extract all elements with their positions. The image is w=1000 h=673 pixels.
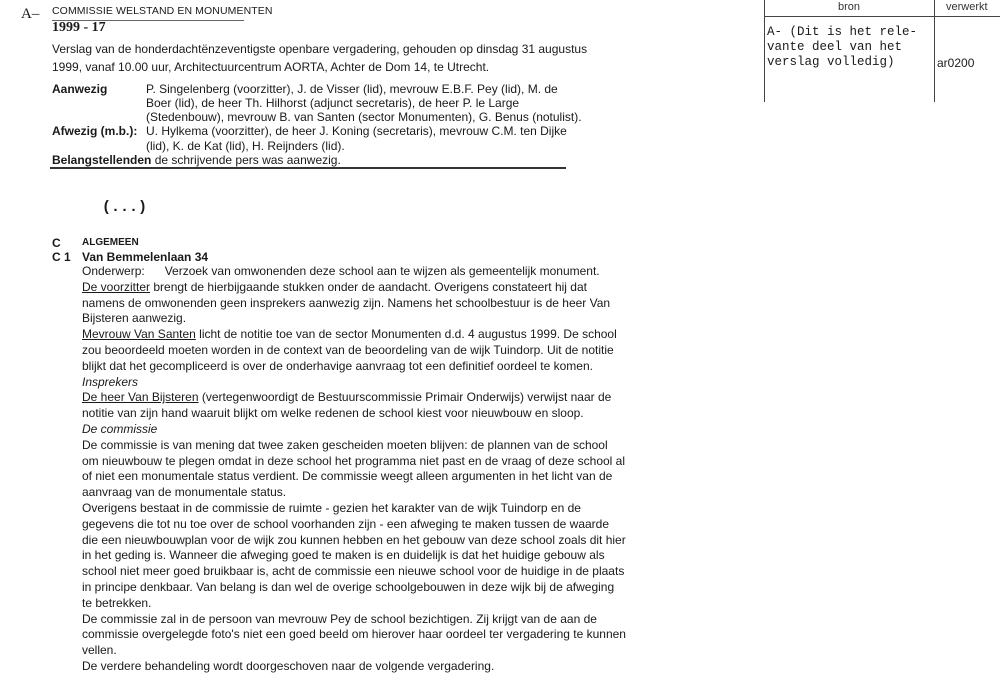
document-marker: A– <box>21 6 40 22</box>
line-text: De commissie is van mening dat twee zaken gescheiden moeten blijven: de plannen van de school <box>82 437 608 452</box>
item-number: C 1 <box>52 250 71 264</box>
line-text: namens de omwonenden geen insprekers aanwezig zijn. Namens het schoolbestuur is de heer Van <box>82 295 611 310</box>
speaker-name: De voorzitter <box>82 279 151 294</box>
line-text: notitie van zijn hand waaruit blijkt om welke redenen de school kiest voor nieuwbouw en sloop. <box>82 406 584 421</box>
absent-line: (lid), K. de Kat (lid), H. Reijnders (lid). <box>146 139 345 153</box>
line-text: om nieuwbouw te plegen omdat in deze school het programma niet past en de vraag of deze school al <box>82 453 625 468</box>
column-header-source: bron <box>838 1 861 13</box>
line-text: Onderwerp: Verzoek van omwonenden deze school aan te wijzen als gemeentelijk monument. <box>82 264 600 278</box>
line-text: die een nieuwbouwplan voor de wijk zou kunnen hebben en het gebouw van deze school zoals dit hier <box>82 532 626 547</box>
source-cell-line: verslag volledig) <box>767 55 895 69</box>
minutes-line <box>82 359 593 373</box>
minutes-line <box>82 406 584 420</box>
line-text: commissie overgelegde foto's niet een goed beeld om hierover haar oordeel ter vergadering te kunnen <box>82 627 626 642</box>
line-text: in principe denkbaar. Van belang is dan wel de overige schoolgebouwen in deze wijk bij de afweging <box>82 580 615 594</box>
line-text: in het geding is. Wanneer die afweging goed te maken is en duidelijk is dat het huidige gebouw als <box>82 548 605 563</box>
line-text: Overigens bestaat in de commissie de ruimte - gezien het karakter van de wijk Tuindorp en de <box>82 501 581 515</box>
minutes-line <box>82 596 151 610</box>
intro-line: 1999, vanaf 10.00 uur, Architectuurcentrum AORTA, Achter de Dom 14, te Utrecht. <box>52 60 490 74</box>
interested-text: de schrijvende pers was aanwezig. <box>151 153 341 167</box>
section-letter: C <box>52 236 61 250</box>
minutes-line <box>82 485 286 499</box>
line-text: blijkt dat het gecompliceerd is over de onderhavige aanvraag tot een definitief oordeel te komen. <box>82 358 593 373</box>
omission-ellipsis: (...) <box>102 199 148 216</box>
minutes-line <box>82 517 609 531</box>
absent-line: U. Hylkema (voorzitter), de heer J. Koning (secretaris), mevrouw C.M. ten Dijke <box>146 124 567 138</box>
minutes-line <box>82 469 612 483</box>
minutes-line <box>82 580 614 594</box>
header-divider <box>50 167 566 169</box>
source-cell-line: vante deel van het <box>767 40 903 54</box>
present-label: Aanwezig <box>52 82 108 96</box>
minutes-line <box>82 548 605 562</box>
line-text: brengt de hierbijgaande stukken onder de aandacht. Overigens constateert hij dat <box>150 279 587 294</box>
report-number: 1999 - 17 <box>52 20 106 35</box>
line-text: of niet een monumentale status verdient. De commissie weegt alleen argumenten in het licht van de <box>82 469 613 484</box>
minutes-line <box>82 564 624 578</box>
speaker-name: De heer Van Bijsteren <box>82 390 199 405</box>
interested-label: Belangstellenden <box>52 153 152 167</box>
minutes-line <box>82 533 626 547</box>
line-text: aanvraag van de monumentale status. <box>82 485 287 500</box>
speaker-name: Mevrouw Van Santen <box>82 327 196 342</box>
intro-line: Verslag van de honderdachtënzeventigste openbare vergadering, gehouden op dinsdag 31 augustus <box>52 42 588 56</box>
organisation-name: COMMISSIE WELSTAND EN MONUMENTEN <box>52 5 273 17</box>
minutes-line <box>82 343 614 357</box>
present-line: (Stedenbouw), mevrouw B. van Santen (sector Monumenten), G. Benus (notulist). <box>146 110 582 124</box>
processed-cell: ar0200 <box>937 56 975 70</box>
minutes-line <box>82 627 626 641</box>
minutes-line <box>82 375 138 389</box>
table-header-divider <box>764 16 1000 17</box>
section-title: ALGEMEEN <box>82 237 139 248</box>
minutes-line <box>82 643 117 657</box>
column-header-processed: verwerkt <box>946 1 988 13</box>
line-text: school niet meer goed bruikbaar is, acht de commissie een nieuwe school voor de huidige in de plaats <box>82 564 625 579</box>
minutes-line <box>82 659 494 673</box>
minutes-line <box>82 501 581 515</box>
line-text: te betrekken. <box>82 595 152 610</box>
line-text: vellen. <box>82 643 117 658</box>
present-line: Boer (lid), de heer Th. Hilhorst (adjunct secretaris), de heer P. le Large <box>146 96 520 110</box>
minutes-line <box>82 454 625 468</box>
line-text: (vertegenwoordigt de Bestuurscommissie Primair Onderwijs) verwijst naar de <box>198 390 612 405</box>
line-text: zou beoordeeld moeten worden in de context van de beoordeling van de wijk Tuindorp. Uit de notitie <box>82 343 614 357</box>
minutes-line <box>82 438 608 452</box>
minutes-line <box>82 612 597 626</box>
minutes-line <box>82 311 186 325</box>
line-text: licht de notitie toe van de sector Monumenten d.d. 4 augustus 1999. De school <box>195 327 617 342</box>
item-title: Van Bemmelenlaan 34 <box>82 250 209 264</box>
minutes-line <box>82 390 611 404</box>
line-text: gegevens die tot nu toe over de school voorhanden zijn - een afweging te maken tussen de waarde <box>82 516 610 531</box>
line-text: Insprekers <box>82 374 139 389</box>
minutes-line <box>82 422 157 436</box>
minutes-line <box>82 296 610 310</box>
source-cell-line: A- (Dit is het rele- <box>767 25 918 39</box>
line-text: De verdere behandeling wordt doorgeschoven naar de volgende vergadering. <box>82 659 495 673</box>
minutes-line <box>82 264 600 278</box>
line-text: De commissie zal in de persoon van mevrouw Pey de school bezichtigen. Zij krijgt van de aan de <box>82 611 597 626</box>
minutes-line <box>82 327 617 341</box>
present-line: P. Singelenberg (voorzitter), J. de Visser (lid), mevrouw E.B.F. Pey (lid), M. de <box>146 82 558 96</box>
line-text: Bijsteren aanwezig. <box>82 311 187 326</box>
minutes-line <box>82 280 587 294</box>
absent-label: Afwezig (m.b.): <box>52 124 138 138</box>
interested-row <box>52 153 341 167</box>
line-text: De commissie <box>82 422 158 436</box>
